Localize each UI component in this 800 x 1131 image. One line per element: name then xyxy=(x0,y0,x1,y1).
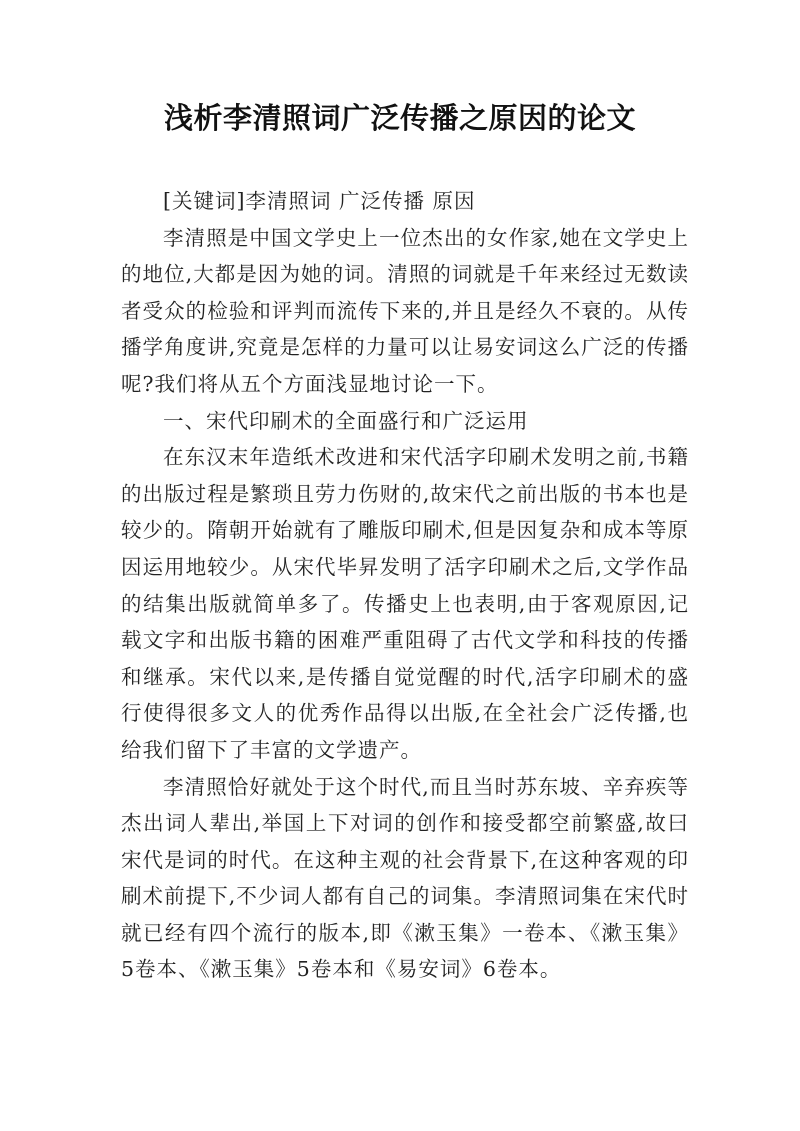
body-paragraph: 李清照恰好就处于这个时代,而且当时苏东坡、辛弃疾等杰出词人辈出,举国上下对词的创作和接受都空前繁盛,故曰宋代是词的时代。在这种主观的社会背景下,在这种客观的印刷术前提下,不少词人都有自己的词集。李清照词集在宋代时就已经有四个流行的版本,即《漱玉集》一卷本、《漱玉集》5卷本、《漱玉集》5卷本和《易安词》6卷本。 xyxy=(121,774,689,982)
keywords-paragraph: [关键词]李清照词 广泛传播 原因 xyxy=(163,189,476,213)
body-paragraph: 在东汉末年造纸术改进和宋代活字印刷术发明之前,书籍的出版过程是繁琐且劳力伤财的,故宋代之前出版的书本也是较少的。隋朝开始就有了雕版印刷术,但是因复杂和成本等原因运用地较少。从宋代毕昇发明了活字印刷术之后,文学作品的结集出版就简单多了。传播史上也表明,由于客观原因,记载文字和出版书籍的困难严重阻碍了古代文学和科技的传播和继承。宋代以来,是传播自觉觉醒的时代,活字印刷术的盛行使得很多文人的优秀作品得以出版,在全社会广泛传播,也给我们留下了丰富的文学遗产。 xyxy=(121,445,689,762)
intro-paragraph: 李清照是中国文学史上一位杰出的女作家,她在文学史上的地位,大都是因为她的词。清照的词就是千年来经过无数读者受众的检验和评判而流传下来的,并且是经久不衰的。从传播学角度讲,究竟是怎样的力量可以让易安词这么广泛的传播呢?我们将从五个方面浅显地讨论一下。 xyxy=(121,225,689,396)
section-heading: 一、宋代印刷术的全面盛行和广泛运用 xyxy=(163,408,529,433)
document-body xyxy=(121,183,689,988)
document-title: 浅析李清照词广泛传播之原因的论文 xyxy=(163,101,636,135)
